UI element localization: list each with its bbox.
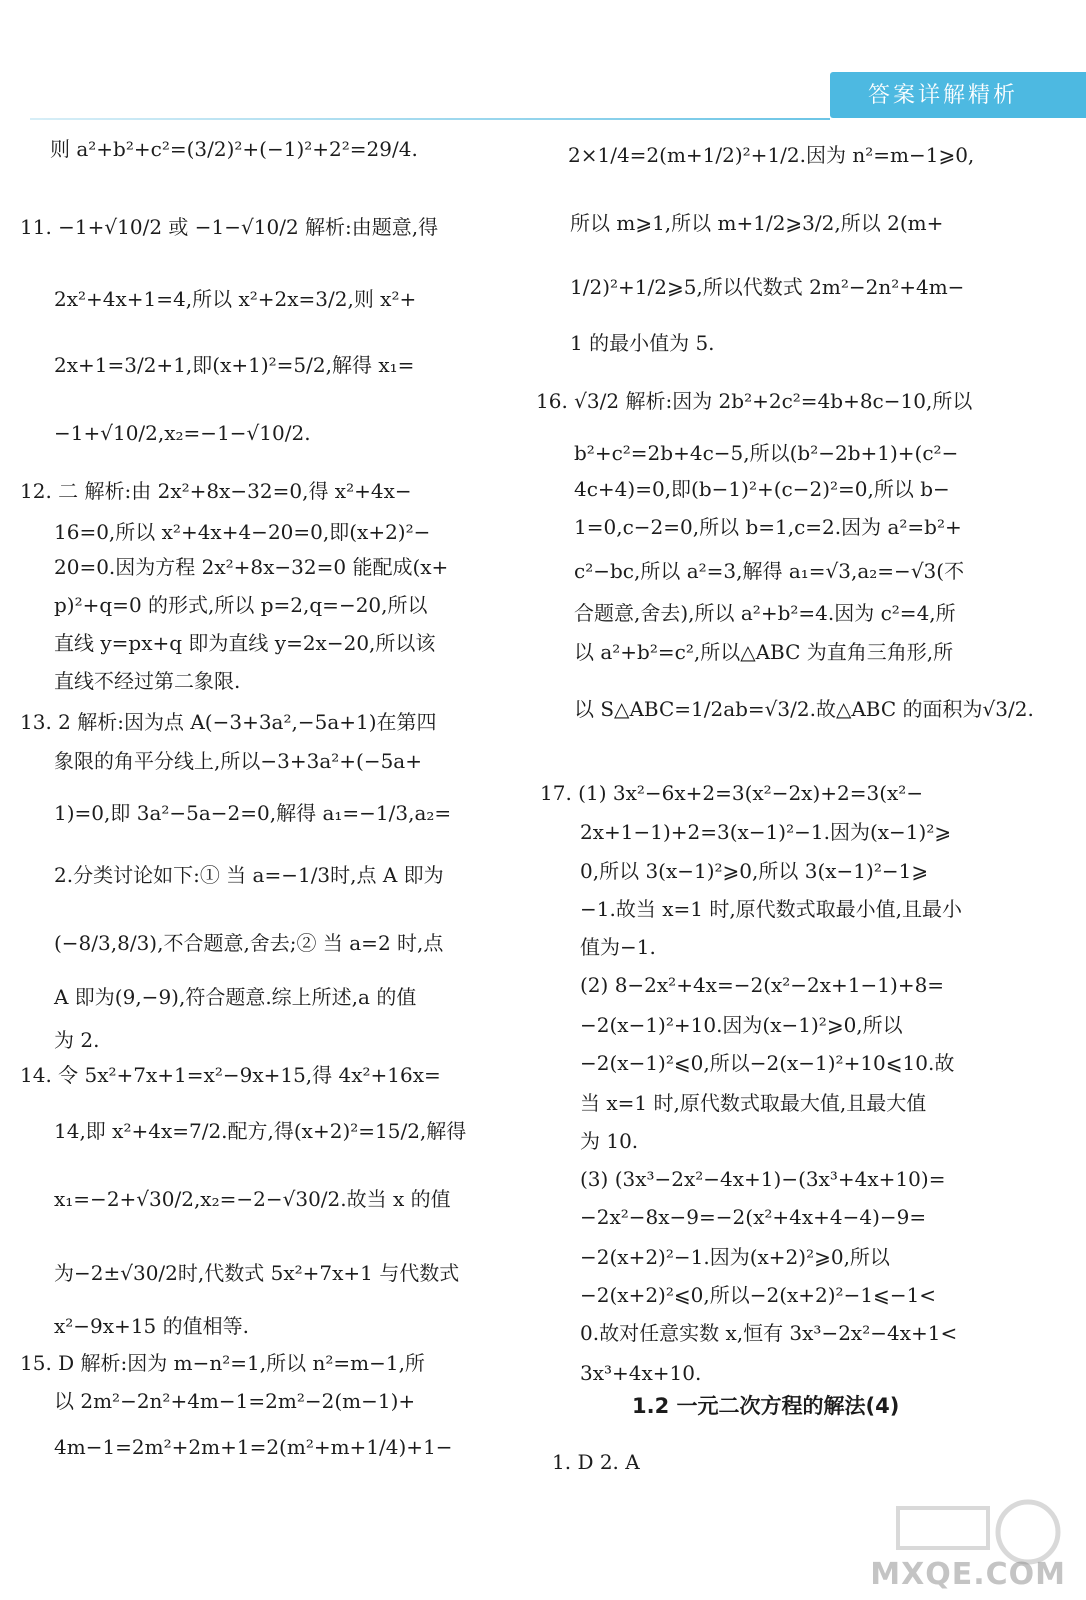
text-line: 2×1/4=2(m+1/2)²+1/2.因为 n²=m−1⩾0, bbox=[568, 143, 975, 167]
text-line: 16=0,所以 x²+4x+4−20=0,即(x+2)²− bbox=[54, 520, 431, 544]
answers-1-2-line: 1. D 2. A bbox=[552, 1450, 640, 1474]
watermark-text: MXQE.COM bbox=[870, 1557, 1066, 1592]
text-line: 所以 m⩾1,所以 m+1/2⩾3/2,所以 2(m+ bbox=[570, 211, 944, 235]
text-line: 14,即 x²+4x=7/2.配方,得(x+2)²=15/2,解得 bbox=[54, 1119, 467, 1143]
text-line: 20=0.因为方程 2x²+8x−32=0 能配成(x+ bbox=[54, 555, 449, 579]
answer-13-line: 13. 2 解析:因为点 A(−3+3a²,−5a+1)在第四 bbox=[20, 710, 437, 734]
text-line: (−8/3,8/3),不合题意,舍去;② 当 a=2 时,点 bbox=[54, 931, 444, 955]
text-line: 以 S△ABC=1/2ab=√3/2.故△ABC 的面积为√3/2. bbox=[574, 697, 1034, 721]
answer-12-line: 12. 二 解析:由 2x²+8x−32=0,得 x²+4x− bbox=[20, 479, 412, 503]
text-line: −1.故当 x=1 时,原代数式取最小值,且最小 bbox=[580, 897, 963, 921]
text-line: 以 a²+b²=c²,所以△ABC 为直角三角形,所 bbox=[574, 640, 954, 664]
text-line: 2x²+4x+1=4,所以 x²+2x=3/2,则 x²+ bbox=[54, 287, 417, 311]
text-line: 1/2)²+1/2⩾5,所以代数式 2m²−2n²+4m− bbox=[570, 275, 965, 299]
text-line: 为 10. bbox=[580, 1129, 639, 1153]
text-line: 象限的角平分线上,所以−3+3a²+(−5a+ bbox=[54, 749, 422, 773]
text-line: 2x+1−1)+2=3(x−1)²−1.因为(x−1)²⩾ bbox=[580, 820, 952, 844]
text-line: −2(x+2)²⩽0,所以−2(x+2)²−1⩽−1< bbox=[580, 1283, 937, 1307]
text-line: 2.分类讨论如下:① 当 a=−1/3时,点 A 即为 bbox=[54, 863, 444, 887]
text-line: −2(x−1)²⩽0,所以−2(x−1)²+10⩽10.故 bbox=[580, 1051, 955, 1075]
text-line: 1=0,c−2=0,所以 b=1,c=2.因为 a²=b²+ bbox=[574, 515, 962, 539]
answer-16-line: 16. √3/2 解析:因为 2b²+2c²=4b+8c−10,所以 bbox=[536, 389, 973, 413]
text-line: 4m−1=2m²+2m+1=2(m²+m+1/4)+1− bbox=[54, 1435, 453, 1459]
header-title: 答案详解精析 bbox=[868, 83, 1019, 108]
text-line: 3x³+4x+10. bbox=[580, 1361, 702, 1385]
text-line: 0,所以 3(x−1)²⩾0,所以 3(x−1)²−1⩾ bbox=[580, 859, 929, 883]
text-line: 0.故对任意实数 x,恒有 3x³−2x²−4x+1< bbox=[580, 1321, 958, 1345]
text-line: c²−bc,所以 a²=3,解得 a₁=√3,a₂=−√3(不 bbox=[574, 559, 965, 583]
text-line: 1 的最小值为 5. bbox=[570, 331, 715, 355]
text-line: x₁=−2+√30/2,x₂=−2−√30/2.故当 x 的值 bbox=[54, 1187, 451, 1211]
text-line: 值为−1. bbox=[580, 935, 656, 959]
text-line: 为 2. bbox=[54, 1028, 100, 1052]
text-line: p)²+q=0 的形式,所以 p=2,q=−20,所以 bbox=[54, 593, 428, 617]
text-line: 直线不经过第二象限. bbox=[54, 669, 241, 693]
section-title: 1.2 一元二次方程的解法(4) bbox=[632, 1394, 900, 1418]
answer-11-line: 11. −1+√10/2 或 −1−√10/2 解析:由题意,得 bbox=[20, 215, 439, 239]
text-line: 1)=0,即 3a²−5a−2=0,解得 a₁=−1/3,a₂= bbox=[54, 801, 452, 825]
text-line: 直线 y=px+q 即为直线 y=2x−20,所以该 bbox=[54, 631, 436, 655]
text-line: −2(x−1)²+10.因为(x−1)²⩾0,所以 bbox=[580, 1013, 903, 1037]
text-line: b²+c²=2b+4c−5,所以(b²−2b+1)+(c²− bbox=[574, 441, 959, 465]
text-line: −2(x+2)²−1.因为(x+2)²⩾0,所以 bbox=[580, 1245, 890, 1269]
text-line: −2x²−8x−9=−2(x²+4x+4−4)−9= bbox=[580, 1205, 927, 1229]
text-line: 则 a²+b²+c²=(3/2)²+(−1)²+2²=29/4. bbox=[50, 137, 418, 161]
header-rule bbox=[30, 118, 830, 120]
text-line: 以 2m²−2n²+4m−1=2m²−2(m−1)+ bbox=[54, 1389, 416, 1413]
answer-14-line: 14. 令 5x²+7x+1=x²−9x+15,得 4x²+16x= bbox=[20, 1063, 441, 1087]
text-line: 2x+1=3/2+1,即(x+1)²=5/2,解得 x₁= bbox=[54, 353, 415, 377]
text-line: 合题意,舍去),所以 a²+b²=4.因为 c²=4,所 bbox=[574, 601, 956, 625]
text-line: 4c+4)=0,即(b−1)²+(c−2)²=0,所以 b− bbox=[574, 477, 950, 501]
text-line: (3) (3x³−2x²−4x+1)−(3x³+4x+10)= bbox=[580, 1167, 946, 1191]
answer-15-line: 15. D 解析:因为 m−n²=1,所以 n²=m−1,所 bbox=[20, 1351, 425, 1375]
answer-17-line: 17. (1) 3x²−6x+2=3(x²−2x)+2=3(x²− bbox=[540, 781, 924, 805]
text-line: (2) 8−2x²+4x=−2(x²−2x+1−1)+8= bbox=[580, 973, 945, 997]
text-line: −1+√10/2,x₂=−1−√10/2. bbox=[54, 421, 311, 445]
text-line: 当 x=1 时,原代数式取最大值,且最大值 bbox=[580, 1091, 927, 1115]
text-line: x²−9x+15 的值相等. bbox=[54, 1314, 249, 1338]
text-line: 为−2±√30/2时,代数式 5x²+7x+1 与代数式 bbox=[54, 1261, 460, 1285]
text-line: A 即为(9,−9),符合题意.综上所述,a 的值 bbox=[54, 985, 417, 1009]
